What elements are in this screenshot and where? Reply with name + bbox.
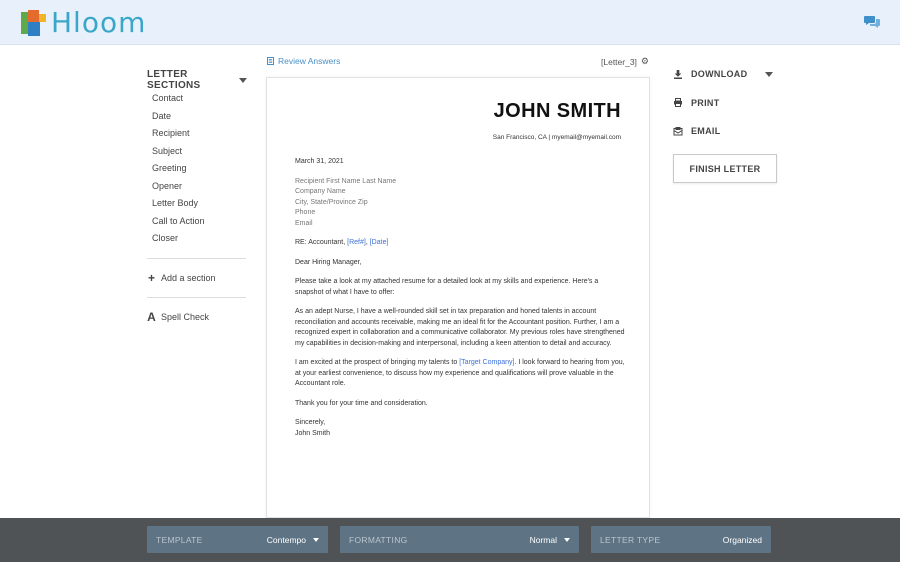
letter-content (295, 157, 625, 445)
letter-closer[interactable] (295, 418, 625, 439)
spell-check-button[interactable] (147, 308, 247, 326)
top-header (0, 0, 900, 45)
letter-subject[interactable] (295, 238, 625, 249)
email-label: EMAIL (691, 126, 721, 136)
chevron-down-icon (313, 538, 319, 542)
section-item-recipient[interactable]: Recipient (152, 128, 190, 138)
letter-actions (673, 66, 777, 152)
formatting-dropdown[interactable] (340, 526, 579, 553)
recipient-city: City, State/Province Zip (295, 198, 368, 206)
recipient-email: Email (295, 219, 313, 227)
letter-thanks[interactable]: Thank you for your time and consideration. (295, 399, 428, 407)
letter-opener[interactable]: Please take a look at my attached resume for a detailed look at my skills and experience. Here's a snapshot of what I have to offer: (295, 278, 599, 296)
download-button[interactable] (673, 66, 777, 82)
section-item-letter-body[interactable]: Letter Body (152, 198, 199, 208)
document-icon (267, 57, 274, 65)
print-label: PRINT (691, 97, 720, 108)
download-label: DOWNLOAD (691, 69, 748, 79)
hloom-logo-mark-icon (21, 10, 48, 36)
letter-greeting[interactable]: Dear Hiring Manager, (295, 258, 362, 266)
section-item-call-to-action[interactable]: Call to Action (152, 215, 205, 226)
chevron-down-icon (564, 538, 570, 542)
printer-icon (673, 98, 683, 107)
company-placeholder: [Target Company] (459, 359, 515, 366)
letter-sections-sidebar (147, 69, 247, 326)
brand-name: Hloom (51, 6, 147, 39)
section-item-opener[interactable]: Opener (152, 180, 183, 191)
hloom-logo[interactable] (21, 6, 147, 39)
letter-sections-header[interactable] (147, 69, 247, 91)
sidebar-divider (147, 258, 246, 259)
recipient-company: Company Name (295, 188, 346, 195)
letter-call-to-action[interactable] (295, 358, 625, 390)
subject-text: RE: Accountant, (295, 239, 348, 246)
recipient-block[interactable] (295, 177, 625, 230)
section-item-closer[interactable]: Closer (152, 233, 179, 243)
spell-check-label: Spell Check (161, 311, 210, 322)
document-name-label: [Letter_3] (601, 56, 637, 67)
section-item-contact[interactable]: Contact (152, 93, 184, 103)
chevron-down-icon[interactable] (765, 72, 773, 77)
recipient-name: Recipient First Name Last Name (295, 177, 397, 185)
bottom-settings-bar (0, 518, 900, 562)
cta-text-before: I am excited at the prospect of bringing my talents to (295, 359, 460, 366)
email-button[interactable] (673, 123, 777, 139)
letter-date[interactable]: March 31, 2021 (295, 158, 344, 165)
download-icon (673, 70, 683, 79)
formatting-label: FORMATTING (349, 534, 408, 545)
letter-body[interactable]: As an adept Nurse, I have a well-rounded skill set in tax preparation and honed talents in account reconciliation and accounts receivable, making me an ideal fit for the Accountant position. Further, I am a recognized expert in collaboration and a communicative collaborator. My previous roles have strengthened my capabilities in decision-making and interpersonal, including a keen attention to detail and accuracy. (295, 308, 625, 347)
section-list (147, 90, 247, 248)
review-answers-link[interactable] (267, 56, 340, 66)
review-answers-label: Review Answers (278, 56, 341, 66)
sender-name[interactable]: JOHN SMITH (493, 100, 621, 122)
formatting-value: Normal (529, 534, 557, 545)
letter-type-value: Organized (722, 534, 762, 545)
closing-text: Sincerely, (295, 419, 326, 426)
template-dropdown[interactable] (147, 526, 328, 553)
document-name (601, 56, 649, 67)
sidebar-divider (147, 297, 246, 298)
date-placeholder: [Date] (369, 239, 389, 246)
letter-type-dropdown[interactable] (591, 526, 771, 553)
add-section-label: Add a section (161, 272, 216, 283)
template-value: Contempo (266, 534, 306, 545)
template-label: TEMPLATE (156, 534, 203, 545)
finish-letter-button[interactable]: FINISH LETTER (673, 154, 777, 183)
recipient-phone: Phone (295, 209, 316, 216)
signature-name: John Smith (295, 429, 331, 437)
letter-a-icon: A (147, 309, 156, 324)
section-item-date[interactable]: Date (152, 110, 172, 121)
section-item-greeting[interactable]: Greeting (152, 163, 187, 173)
letter-sections-title: LETTER SECTIONS (147, 69, 201, 91)
letter-preview (266, 77, 650, 518)
cta-text-after: . I look forward to hearing from you, at your earliest convenience, to discuss how my experience and qualifications will prove valuable in the Accountant role. (295, 359, 625, 387)
add-section-button[interactable] (147, 269, 247, 287)
print-button[interactable] (673, 95, 777, 111)
subject-separator: , (365, 239, 370, 246)
gear-icon[interactable]: ⚙ (640, 56, 649, 66)
chevron-down-icon[interactable] (239, 78, 247, 83)
chat-bubbles-icon[interactable] (864, 15, 880, 29)
ref-placeholder: [Ref#] (347, 239, 366, 246)
plus-icon: + (147, 270, 155, 285)
letter-type-label: LETTER TYPE (600, 534, 661, 545)
sender-contact[interactable]: San Francisco, CA | myemail@myemail.com (492, 134, 621, 141)
envelope-icon (673, 127, 683, 136)
section-item-subject[interactable]: Subject (152, 145, 183, 156)
